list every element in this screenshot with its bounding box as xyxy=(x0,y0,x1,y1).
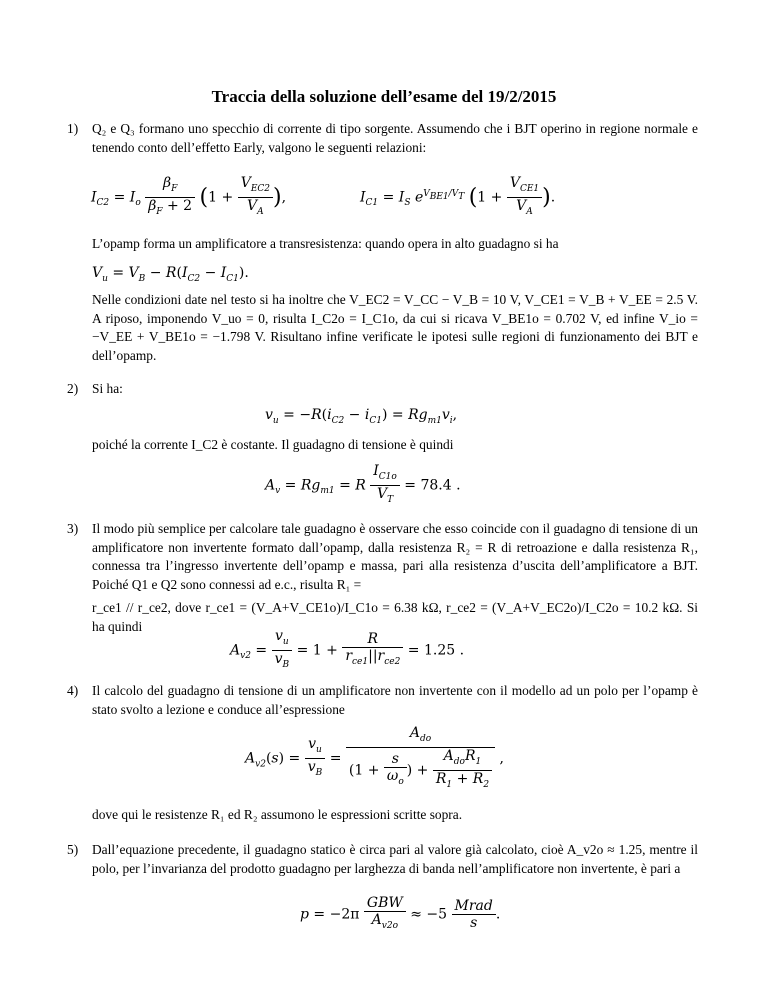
item-2-paragraph-b: poiché la corrente I_C2 è costante. Il guadagno di tensione è quindi xyxy=(92,437,454,452)
av2-value: 1.25 xyxy=(423,642,456,659)
item-4-paragraph-b: dove qui le resistenze R₁ ed R₂ assumono le espressioni scritte sopra. xyxy=(92,807,463,822)
item-number-4: 4) xyxy=(67,683,79,698)
item-number-1: 1) xyxy=(67,121,79,136)
item-5-text: Dall’equazione precedente, il guadagno statico è circa pari al valore già calcolato, cioè A_v2o ≈ 1.25, mentre il polo, per l’invarianza del prodotto guadagno per larghezza di banda nell’amplificatore non invertente, è pari a xyxy=(92,842,698,876)
item-number-5: 5) xyxy=(67,842,79,857)
av-value: 78.4 xyxy=(420,477,452,494)
equation-ic1: $I_{C1} = I_S$ $e^{V_{BE1}/V_T}$ (1 + $\frac{V_{CE1}}{V_A}$ ). xyxy=(360,175,556,217)
item-4-text: Il calcolo del guadagno di tensione di un amplificatore non invertente con il modello ad un polo per l’opamp è stato svolto a lezione e conduce all’espressione xyxy=(92,683,698,717)
item-3-text: Il modo più semplice per calcolare tale guadagno è osservare che esso coincide con il guadagno di tensione di un amplificatore non invertente formato dall’opamp, dalla resistenza R₂ = R di retroazione e dalla resistenza R₁, connessa tra l’ingresso invertente dell’opamp e massa, pari alla resistenza d’uscita dell’amplificatore a BJT. Poiché Q1 e Q2 sono connessi ad e.c., risulta R₁ = xyxy=(92,521,698,592)
item-number-2: 2) xyxy=(67,381,79,396)
item-1-paragraph-b: L’opamp forma un amplificatore a transresistenza: quando opera in alto guadagno si ha xyxy=(92,236,559,251)
equation-av2: $A_{v2}$ = $\frac{v_u}{v_B}$ = 1 + $\frac{R}{r_{ce1}||r_{ce2}}$ = 1.25 . xyxy=(230,628,465,670)
item-number-3: 3) xyxy=(67,521,79,536)
equation-ic2: $I_{C2} = I_o$ $\frac{\beta_F}{\beta_F + 2}$ (1 + $\frac{V_{EC2}}{V_A}$ ), xyxy=(91,175,287,217)
equation-av2-s: $A_{v2}(s)$ = $\frac{v_u}{v_B}$ = $A_{do}$ (1 + $\frac{s}{\omega_o}$ ) + $\frac{A_{do}R_1}{R_1 + R_2}$ , xyxy=(245,725,504,790)
equation-pole: p = −2π $\frac{\text{GBW}}{A_{v2o}}$ ≈ −5 $\frac{\text{Mrad}}{s}$ . xyxy=(300,895,501,931)
item-1-paragraph-c: Nelle condizioni date nel testo si ha inoltre che V_EC2 = V_CC − V_B = 10 V, V_CE1 = V_B + V_EE = 2.5 V. A riposo, imponendo V_uo = 0, risulta I_C2o = I_C1o, da cui si ricava V_BE1o = 0.702 V, ed infine V_io = −V_EE + V_BE1o = −1.798 V. Risultano infine verificate le ipotesi sulle regioni di funzionamento dei BJT e dell’opamp. xyxy=(92,292,698,363)
page-title: Traccia della soluzione dell’esame del 19/2/2015 xyxy=(211,87,557,106)
equation-av: $A_v = Rg_{m1} = R$ $\frac{I_{C1o}}{V_T}$ = 78.4 . xyxy=(265,463,461,505)
pole-unit-den: s xyxy=(470,914,478,931)
item-3-paragraph-b: r_ce1 // r_ce2, dove r_ce1 = (V_A+V_CE1o)/I_C1o = 6.38 kΩ, r_ce2 = (V_A+V_EC2o)/I_C2o = 10.2 kΩ. Si ha quindi xyxy=(92,600,698,634)
item-1-text: Q₂ e Q₃ formano uno specchio di corrente di tipo sorgente. Assumendo che i BJT operino in regione normale e tenendo conto dell’effetto Early, valgono le seguenti relazioni: xyxy=(92,121,698,155)
pole-value: −5 xyxy=(426,906,448,923)
item-2-text: Si ha: xyxy=(92,381,123,396)
equation-small-signal-vu: $v_u = -R(i_{C2} - i_{C1}) = Rg_{m1}v_i$, xyxy=(265,407,458,426)
equation-vu: $V_u = V_B - R(I_{C2} - I_{C1})$. xyxy=(92,265,249,284)
pole-unit-num: Mrad xyxy=(452,898,496,915)
